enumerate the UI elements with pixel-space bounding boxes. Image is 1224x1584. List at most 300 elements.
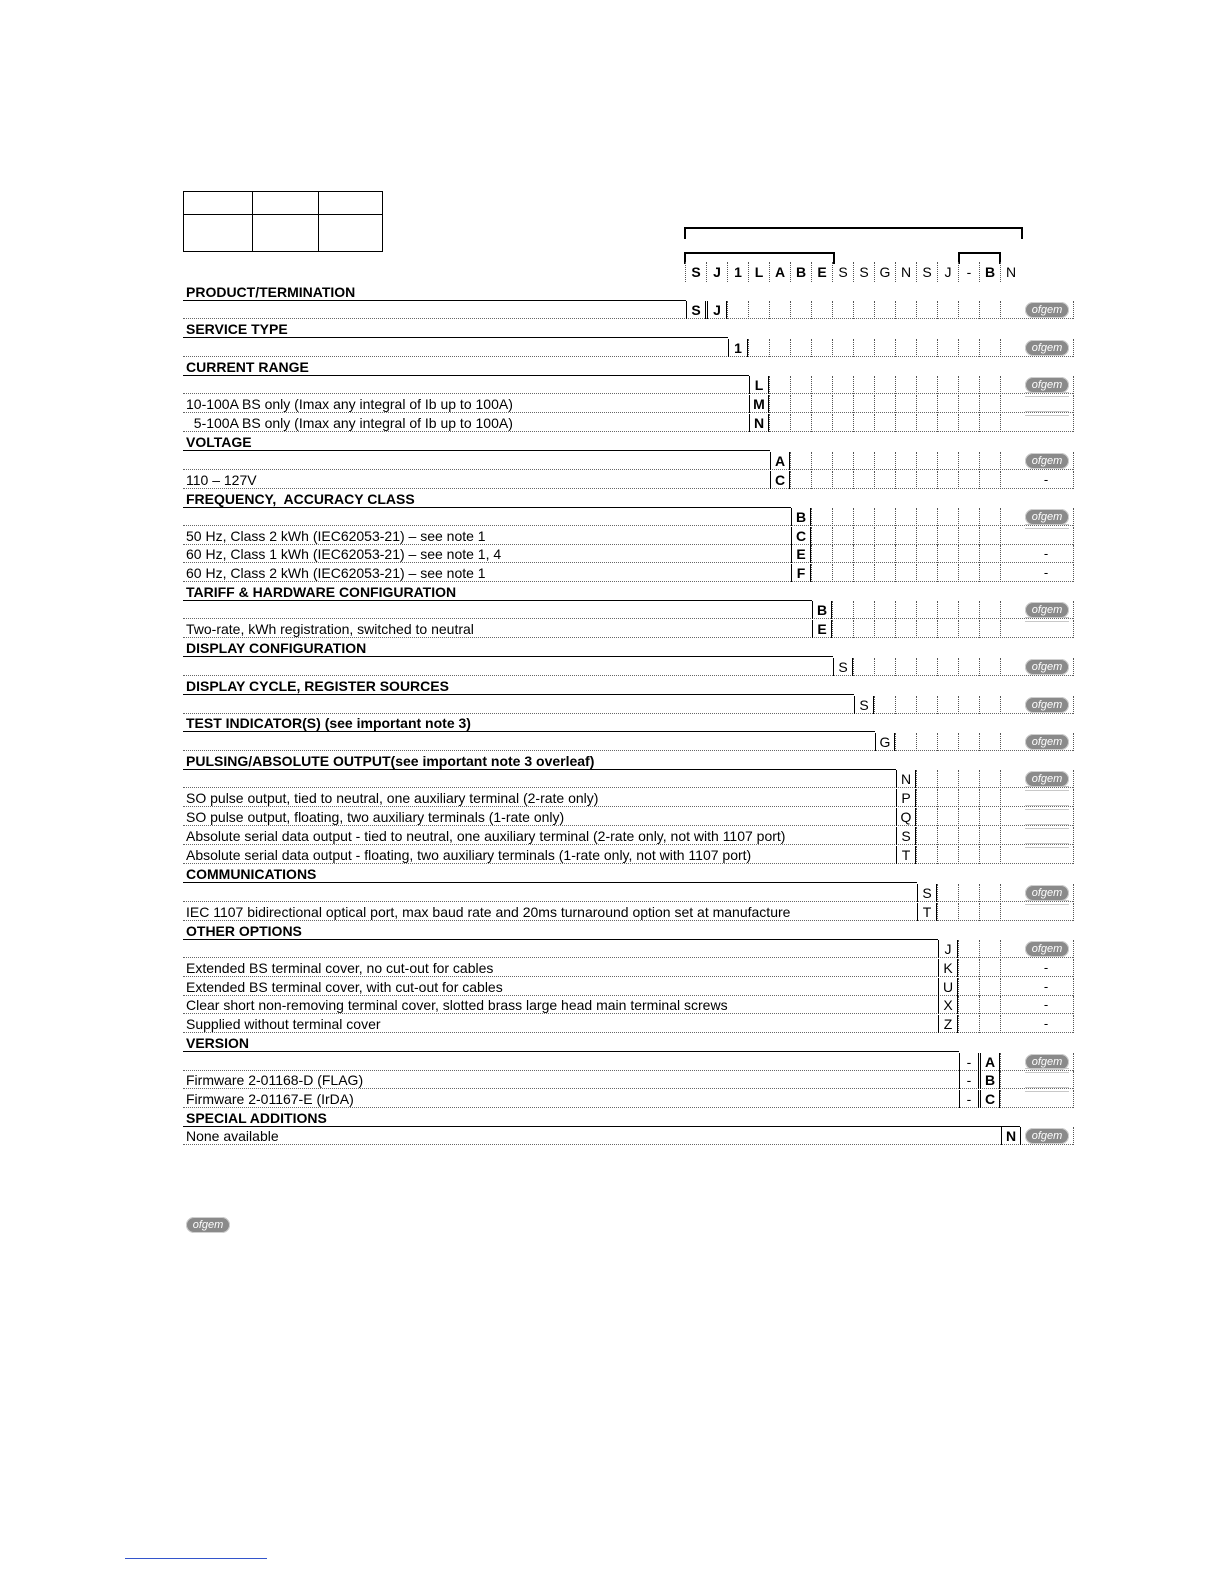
code-grid-separator xyxy=(790,452,791,470)
code-grid-separator xyxy=(958,452,959,470)
code-grid-separator xyxy=(811,564,812,582)
section-heading: SERVICE TYPE xyxy=(186,321,288,337)
code-grid-separator xyxy=(769,414,770,432)
code-grid-separator xyxy=(748,301,749,319)
code-grid-separator xyxy=(832,564,833,582)
header-code-separator xyxy=(832,262,833,282)
option-code: - xyxy=(959,1090,979,1108)
code-grid-separator xyxy=(937,733,938,751)
header-code-cell: - xyxy=(966,264,972,280)
code-grid-separator xyxy=(874,339,875,357)
code-grid-separator xyxy=(958,733,959,751)
code-grid-separator xyxy=(979,545,980,563)
code-grid-separator xyxy=(937,527,938,545)
code-grid-separator xyxy=(1073,940,1074,958)
code-grid-separator xyxy=(769,301,770,319)
faint-badge-mark xyxy=(1025,805,1069,810)
header-box-divider xyxy=(252,192,253,251)
code-grid-separator xyxy=(895,658,896,676)
code-grid-separator xyxy=(958,884,959,902)
code-grid-separator xyxy=(979,376,980,394)
option-code: G xyxy=(875,733,895,751)
code-grid-separator xyxy=(832,620,833,638)
code-grid-separator xyxy=(853,564,854,582)
code-grid-separator xyxy=(1000,1053,1001,1071)
option-label: IEC 1107 bidirectional optical port, max baud rate and 20ms turnaround option set at manufacture xyxy=(186,904,791,920)
code-grid-separator xyxy=(979,658,980,676)
code-grid-separator xyxy=(1073,414,1074,432)
code-grid-separator xyxy=(979,414,980,432)
code-grid-separator xyxy=(979,808,980,826)
code-grid-separator xyxy=(937,903,938,921)
code-grid-separator xyxy=(1073,1053,1074,1071)
not-approved-dash: - xyxy=(1043,565,1049,580)
code-grid-separator xyxy=(1000,884,1001,902)
ofgem-badge: ofgem xyxy=(1025,509,1069,525)
code-grid-separator xyxy=(979,959,980,977)
code-grid-separator xyxy=(937,414,938,432)
code-grid-separator xyxy=(1073,1015,1074,1033)
code-grid-separator xyxy=(1000,996,1001,1014)
row-rule xyxy=(183,1107,1073,1108)
faint-badge-mark xyxy=(1025,1068,1069,1073)
code-grid-separator xyxy=(811,339,812,357)
ofgem-badge: ofgem xyxy=(1025,697,1069,713)
code-grid-separator xyxy=(937,601,938,619)
code-grid-separator xyxy=(916,846,917,864)
code-grid-separator xyxy=(916,620,917,638)
code-grid-separator xyxy=(832,339,833,357)
section-heading: VOLTAGE xyxy=(186,434,252,450)
code-grid-separator xyxy=(811,545,812,563)
code-grid-separator xyxy=(916,696,917,714)
code-grid-separator xyxy=(1000,620,1001,638)
not-approved-dash: - xyxy=(1043,1016,1049,1031)
code-grid-separator xyxy=(832,471,833,489)
code-grid-separator xyxy=(832,452,833,470)
faint-badge-mark xyxy=(1025,524,1069,529)
code-grid-separator xyxy=(979,846,980,864)
code-grid-separator xyxy=(937,696,938,714)
option-code: C xyxy=(770,471,790,489)
option-label: 60 Hz, Class 2 kWh (IEC62053-21) – see note 1 xyxy=(186,565,486,581)
code-grid-separator xyxy=(979,903,980,921)
code-grid-separator xyxy=(811,301,812,319)
ofgem-badge: ofgem xyxy=(1025,941,1069,957)
code-grid-separator xyxy=(811,452,812,470)
code-grid-separator xyxy=(790,301,791,319)
option-code: T xyxy=(917,903,937,921)
code-grid-separator xyxy=(874,508,875,526)
header-code-cell: J xyxy=(713,264,721,280)
code-grid-separator xyxy=(1000,339,1001,357)
code-grid-separator xyxy=(937,508,938,526)
code-grid-separator xyxy=(916,339,917,357)
code-grid-separator xyxy=(1000,471,1001,489)
option-label: 60 Hz, Class 1 kWh (IEC62053-21) – see note 1, 4 xyxy=(186,546,502,562)
option-code: N xyxy=(749,414,769,432)
code-grid-separator xyxy=(1000,395,1001,413)
option-code: F xyxy=(791,564,811,582)
header-code-separator xyxy=(916,262,917,282)
faint-badge-mark xyxy=(1025,1087,1069,1092)
code-grid-separator xyxy=(811,508,812,526)
code-grid-separator xyxy=(1073,978,1074,996)
code-grid-separator xyxy=(853,508,854,526)
code-grid-separator xyxy=(979,789,980,807)
row-rule xyxy=(183,694,854,695)
code-grid-separator xyxy=(979,770,980,788)
ofgem-badge: ofgem xyxy=(1025,659,1069,675)
code-grid-separator xyxy=(1073,658,1074,676)
code-grid-separator xyxy=(958,545,959,563)
code-grid-separator xyxy=(937,827,938,845)
code-grid-separator xyxy=(916,770,917,788)
code-grid-separator xyxy=(1073,1090,1074,1108)
row-rule xyxy=(183,600,812,601)
code-grid-separator xyxy=(853,376,854,394)
option-code: B xyxy=(980,1071,1000,1089)
code-grid-separator xyxy=(895,601,896,619)
option-code: S xyxy=(896,827,916,845)
code-grid-separator xyxy=(979,884,980,902)
code-grid-separator xyxy=(916,601,917,619)
header-code-separator xyxy=(895,262,896,282)
option-code: S xyxy=(686,301,706,319)
code-grid-separator xyxy=(958,339,959,357)
code-grid-separator xyxy=(811,395,812,413)
code-grid-separator xyxy=(832,395,833,413)
code-grid-separator xyxy=(853,339,854,357)
code-grid-separator xyxy=(937,658,938,676)
row-rule xyxy=(183,637,1073,638)
header-code-separator xyxy=(1000,262,1001,282)
code-grid-separator xyxy=(916,395,917,413)
not-approved-dash: - xyxy=(1043,546,1049,561)
row-rule xyxy=(183,901,1073,902)
code-grid-separator xyxy=(832,527,833,545)
option-label: Firmware 2-01167-E (IrDA) xyxy=(186,1091,354,1107)
ofgem-badge: ofgem xyxy=(1025,602,1069,618)
code-grid-separator xyxy=(979,1015,980,1033)
row-rule xyxy=(183,300,686,301)
header-code-separator xyxy=(979,262,980,282)
code-grid-separator xyxy=(979,940,980,958)
code-grid-separator xyxy=(1073,452,1074,470)
option-code: J xyxy=(938,940,958,958)
code-grid-separator xyxy=(916,827,917,845)
row-rule xyxy=(183,469,1073,470)
code-grid-separator xyxy=(937,884,938,902)
code-grid-separator xyxy=(979,527,980,545)
code-grid-separator xyxy=(1000,978,1001,996)
code-grid-separator xyxy=(1073,789,1074,807)
section-heading: CURRENT RANGE xyxy=(186,359,309,375)
code-grid-separator xyxy=(916,808,917,826)
code-grid-separator xyxy=(979,564,980,582)
code-grid-separator xyxy=(979,696,980,714)
row-rule xyxy=(183,1088,1073,1089)
header-code-cell: A xyxy=(774,264,786,280)
code-grid-separator xyxy=(769,376,770,394)
code-grid-separator xyxy=(874,376,875,394)
row-rule xyxy=(183,806,1073,807)
section-heading: OTHER OPTIONS xyxy=(186,923,302,939)
ofgem-legend-badge: ofgem xyxy=(186,1217,230,1233)
header-code-separator xyxy=(748,262,749,282)
code-grid-separator xyxy=(1073,1071,1074,1089)
code-grid-separator xyxy=(832,545,833,563)
code-grid-separator xyxy=(811,471,812,489)
code-grid-separator xyxy=(853,545,854,563)
option-code: A xyxy=(770,452,790,470)
option-label: 50 Hz, Class 2 kWh (IEC62053-21) – see note 1 xyxy=(186,528,486,544)
option-code: J xyxy=(707,301,727,319)
code-grid-separator xyxy=(916,545,917,563)
code-grid-separator xyxy=(979,339,980,357)
faint-badge-mark xyxy=(1025,617,1069,622)
code-grid-separator xyxy=(958,471,959,489)
option-code: T xyxy=(896,846,916,864)
option-code: B xyxy=(812,601,832,619)
code-grid-separator xyxy=(1000,733,1001,751)
option-code: - xyxy=(959,1071,979,1089)
code-grid-separator xyxy=(895,545,896,563)
header-code-cell: S xyxy=(922,264,932,280)
code-grid-separator xyxy=(979,471,980,489)
option-code: C xyxy=(791,527,811,545)
option-code: Z xyxy=(938,1015,958,1033)
option-code: S xyxy=(854,696,874,714)
code-grid-separator xyxy=(790,471,791,489)
code-grid-separator xyxy=(874,414,875,432)
code-grid-separator xyxy=(895,527,896,545)
row-rule xyxy=(183,1051,959,1052)
row-rule xyxy=(183,318,1073,319)
footer-link-underline[interactable] xyxy=(125,1558,267,1559)
row-rule xyxy=(183,525,1073,526)
option-code: E xyxy=(812,620,832,638)
header-code-separator xyxy=(790,262,791,282)
code-grid-separator xyxy=(790,339,791,357)
code-grid-separator xyxy=(979,301,980,319)
header-code-separator xyxy=(853,262,854,282)
code-grid-separator xyxy=(958,414,959,432)
code-grid-separator xyxy=(853,301,854,319)
code-grid-separator xyxy=(1073,696,1074,714)
header-code-separator xyxy=(958,262,959,282)
code-grid-separator xyxy=(1073,471,1074,489)
code-grid-separator xyxy=(769,395,770,413)
code-grid-separator xyxy=(1073,808,1074,826)
code-grid-separator xyxy=(1073,508,1074,526)
ofgem-badge: ofgem xyxy=(1025,302,1069,318)
code-grid-separator xyxy=(1073,527,1074,545)
option-label: SO pulse output, floating, two auxiliary terminals (1-rate only) xyxy=(186,809,565,825)
option-code: C xyxy=(980,1090,1000,1108)
code-grid-separator xyxy=(874,564,875,582)
code-grid-separator xyxy=(958,527,959,545)
code-grid-separator xyxy=(1000,959,1001,977)
code-grid-separator xyxy=(979,733,980,751)
code-grid-separator xyxy=(958,564,959,582)
not-approved-dash: - xyxy=(1043,960,1049,975)
row-rule xyxy=(183,562,1073,563)
code-grid-separator xyxy=(1000,696,1001,714)
option-label: Absolute serial data output - floating, two auxiliary terminals (1-rate only, not with 1107 port) xyxy=(186,847,752,863)
row-rule xyxy=(183,882,917,883)
ofgem-badge: ofgem xyxy=(1025,734,1069,750)
code-grid-separator xyxy=(937,395,938,413)
code-grid-separator xyxy=(1073,846,1074,864)
code-grid-separator xyxy=(937,620,938,638)
section-heading: SPECIAL ADDITIONS xyxy=(186,1110,327,1126)
code-grid-separator xyxy=(958,395,959,413)
code-grid-separator xyxy=(790,414,791,432)
code-grid-separator xyxy=(979,601,980,619)
code-grid-separator xyxy=(937,846,938,864)
code-grid-separator xyxy=(874,301,875,319)
code-grid-separator xyxy=(895,696,896,714)
code-grid-separator xyxy=(874,601,875,619)
header-code-cell: L xyxy=(754,264,764,280)
code-grid-separator xyxy=(937,564,938,582)
code-grid-separator xyxy=(811,376,812,394)
code-grid-separator xyxy=(895,471,896,489)
code-grid-separator xyxy=(853,527,854,545)
code-grid-separator xyxy=(958,827,959,845)
header-code-separator xyxy=(874,262,875,282)
faint-badge-mark xyxy=(1025,900,1069,905)
code-grid-separator xyxy=(916,508,917,526)
code-grid-separator xyxy=(874,620,875,638)
row-rule xyxy=(183,393,1073,394)
code-grid-separator xyxy=(895,395,896,413)
row-rule xyxy=(183,769,896,770)
header-code-cell: 1 xyxy=(734,264,742,280)
option-label: 5-100A BS only (Imax any integral of Ib up to 100A) xyxy=(186,415,513,431)
ofgem-badge: ofgem xyxy=(1025,377,1069,393)
header-code-cell: S xyxy=(859,264,869,280)
code-grid-separator xyxy=(916,414,917,432)
code-grid-separator xyxy=(1073,884,1074,902)
row-rule xyxy=(183,787,1073,788)
section-heading: TARIFF & HARDWARE CONFIGURATION xyxy=(186,584,457,600)
option-label: Extended BS terminal cover, no cut-out for cables xyxy=(186,960,494,976)
code-grid-separator xyxy=(1000,1090,1001,1108)
code-grid-separator xyxy=(958,770,959,788)
row-rule xyxy=(183,1144,1073,1145)
code-grid-separator xyxy=(811,527,812,545)
code-grid-separator xyxy=(1000,827,1001,845)
code-grid-separator xyxy=(1073,339,1074,357)
code-grid-separator xyxy=(874,395,875,413)
code-grid-separator xyxy=(874,452,875,470)
code-grid-separator xyxy=(1000,789,1001,807)
header-code-cell: B xyxy=(795,264,807,280)
section-heading: VERSION xyxy=(186,1035,250,1051)
code-grid-separator xyxy=(958,696,959,714)
code-grid-separator xyxy=(916,376,917,394)
code-grid-separator xyxy=(895,508,896,526)
code-grid-separator xyxy=(1073,601,1074,619)
code-grid-separator xyxy=(1073,376,1074,394)
row-rule xyxy=(183,825,1073,826)
option-code: L xyxy=(749,376,769,394)
header-code-separator xyxy=(706,262,707,282)
code-grid-separator xyxy=(832,376,833,394)
code-grid-separator xyxy=(1073,620,1074,638)
code-grid-separator xyxy=(979,508,980,526)
option-label: Absolute serial data output - tied to neutral, one auxiliary terminal (2-rate only, not with 1107 port) xyxy=(186,828,786,844)
code-grid-separator xyxy=(979,978,980,996)
code-grid-separator xyxy=(832,414,833,432)
ofgem-badge: ofgem xyxy=(1025,453,1069,469)
not-approved-dash: - xyxy=(1043,997,1049,1012)
faint-badge-mark xyxy=(1025,824,1069,829)
option-label: Two-rate, kWh registration, switched to neutral xyxy=(186,621,474,637)
code-grid-separator xyxy=(916,527,917,545)
code-grid-separator xyxy=(958,846,959,864)
header-code-cell: S xyxy=(691,264,701,280)
code-grid-separator xyxy=(958,376,959,394)
code-grid-separator xyxy=(937,452,938,470)
code-bracket-outer xyxy=(684,227,1023,239)
code-grid-separator xyxy=(874,471,875,489)
code-grid-separator xyxy=(958,978,959,996)
code-grid-separator xyxy=(1000,846,1001,864)
code-grid-separator xyxy=(937,339,938,357)
code-grid-separator xyxy=(1073,996,1074,1014)
header-code-cell: N xyxy=(900,264,912,280)
option-code: A xyxy=(980,1053,1000,1071)
ofgem-badge: ofgem xyxy=(1025,1128,1069,1144)
header-code-cell: J xyxy=(944,264,952,280)
section-heading: PRODUCT/TERMINATION xyxy=(186,284,356,300)
code-grid-separator xyxy=(1000,545,1001,563)
code-grid-separator xyxy=(958,508,959,526)
code-grid-separator xyxy=(811,414,812,432)
header-code-cell: N xyxy=(1005,264,1017,280)
header-code-separator xyxy=(811,262,812,282)
row-rule xyxy=(183,488,1073,489)
row-rule xyxy=(183,412,1073,413)
code-grid-separator xyxy=(790,376,791,394)
code-grid-separator xyxy=(1000,301,1001,319)
code-grid-separator xyxy=(853,471,854,489)
faint-badge-mark xyxy=(1025,843,1069,848)
option-code: B xyxy=(791,508,811,526)
code-grid-separator xyxy=(1073,564,1074,582)
code-grid-separator xyxy=(895,452,896,470)
not-approved-dash: - xyxy=(1043,472,1049,487)
header-box-divider xyxy=(184,214,382,215)
code-grid-separator xyxy=(853,452,854,470)
header-code-cell: G xyxy=(879,264,891,280)
header-code-separator xyxy=(685,262,686,282)
option-label: 10-100A BS only (Imax any integral of Ib up to 100A) xyxy=(186,396,513,412)
code-grid-separator xyxy=(895,564,896,582)
option-label: Firmware 2-01168-D (FLAG) xyxy=(186,1072,364,1088)
code-grid-separator xyxy=(895,376,896,394)
code-grid-separator xyxy=(1073,770,1074,788)
code-grid-separator xyxy=(1000,808,1001,826)
code-grid-separator xyxy=(748,339,749,357)
option-code: K xyxy=(938,959,958,977)
header-code-cell: E xyxy=(817,264,827,280)
option-code: 1 xyxy=(728,339,748,357)
option-label: Supplied without terminal cover xyxy=(186,1016,381,1032)
